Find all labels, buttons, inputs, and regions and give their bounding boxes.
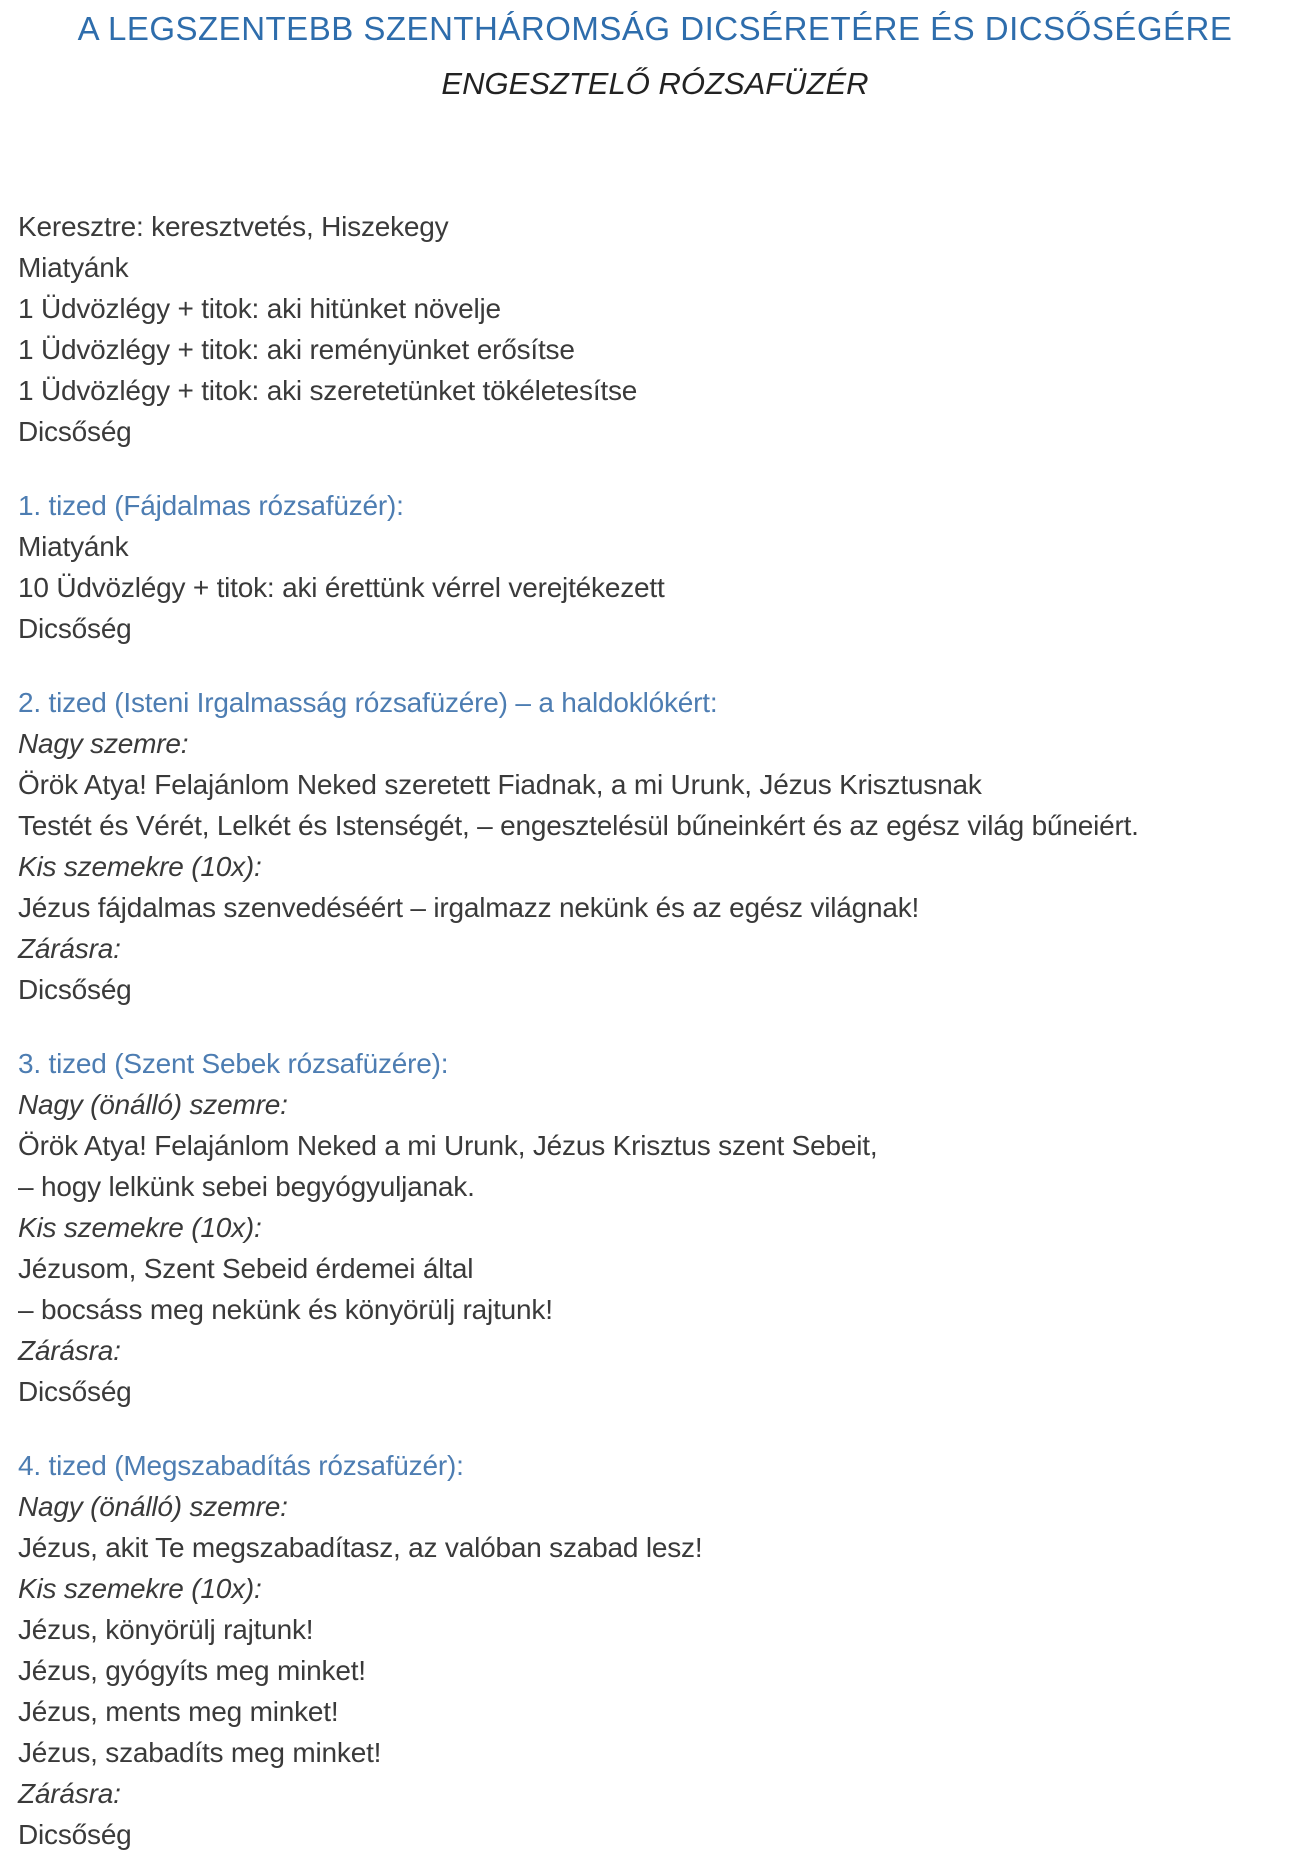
instruction-line: Kis szemekre (10x): — [18, 1573, 262, 1604]
prayer-section-0 — [18, 206, 1290, 452]
prayer-line: 10 Üdvözlégy + titok: aki érettünk vérrel verejtékezett — [18, 572, 665, 603]
prayer-section-3 — [18, 1043, 1290, 1412]
prayer-line: 1 Üdvözlégy + titok: aki hitünket növelje — [18, 293, 501, 324]
prayer-line: Testét és Vérét, Lelkét és Istenségét, – engesztelésül bűneinkért és az egész világ bűneiért. — [18, 810, 1139, 841]
prayer-line: Dicsőség — [18, 974, 132, 1005]
document-subtitle: ENGESZTELŐ RÓZSAFÜZÉR — [441, 66, 869, 101]
prayer-line: Jézus fájdalmas szenvedéséért – irgalmazz nekünk és az egész világnak! — [18, 892, 920, 923]
section-heading: 4. tized (Megszabadítás rózsafüzér): — [18, 1450, 464, 1481]
section-heading: 1. tized (Fájdalmas rózsafüzér): — [18, 490, 404, 521]
prayer-section-1 — [18, 485, 1290, 649]
prayer-line: Jézus, szabadíts meg minket! — [18, 1737, 382, 1768]
instruction-line: Kis szemekre (10x): — [18, 851, 262, 882]
section-heading: 2. tized (Isteni Irgalmasság rózsafüzére) – a haldoklókért: — [18, 687, 718, 718]
prayer-line: Dicsőség — [18, 613, 132, 644]
prayer-line: Örök Atya! Felajánlom Neked szeretett Fiadnak, a mi Urunk, Jézus Krisztusnak — [18, 769, 982, 800]
prayer-line: Miatyánk — [18, 531, 129, 562]
document-body — [18, 206, 1290, 1855]
prayer-line: Miatyánk — [18, 252, 129, 283]
prayer-line: Jézus, könyörülj rajtunk! — [18, 1614, 314, 1645]
prayer-line: Jézus, gyógyíts meg minket! — [18, 1655, 366, 1686]
section-heading: 3. tized (Szent Sebek rózsafüzére): — [18, 1048, 449, 1079]
instruction-line: Zárásra: — [18, 1778, 121, 1809]
prayer-line: – hogy lelkünk sebei begyógyuljanak. — [18, 1171, 475, 1202]
prayer-line: Dicsőség — [18, 1819, 132, 1850]
instruction-line: Zárásra: — [18, 1335, 121, 1366]
prayer-line: Örök Atya! Felajánlom Neked a mi Urunk, Jézus Krisztus szent Sebeit, — [18, 1130, 878, 1161]
prayer-line: Jézus, ments meg minket! — [18, 1696, 339, 1727]
prayer-line: Keresztre: keresztvetés, Hiszekegy — [18, 211, 449, 242]
prayer-section-4 — [18, 1445, 1290, 1855]
prayer-section-2 — [18, 682, 1290, 1010]
prayer-line: Jézusom, Szent Sebeid érdemei által — [18, 1253, 474, 1284]
prayer-line: Dicsőség — [18, 1376, 132, 1407]
prayer-line: 1 Üdvözlégy + titok: aki szeretetünket tökéletesítse — [18, 375, 638, 406]
instruction-line: Nagy (önálló) szemre: — [18, 1089, 288, 1120]
prayer-line: – bocsáss meg nekünk és könyörülj rajtunk! — [18, 1294, 553, 1325]
instruction-line: Nagy szemre: — [18, 728, 189, 759]
instruction-line: Zárásra: — [18, 933, 121, 964]
prayer-line: 1 Üdvözlégy + titok: aki reményünket erősítse — [18, 334, 575, 365]
document-title: A LEGSZENTEBB SZENTHÁROMSÁG DICSÉRETÉRE ÉS DICSŐSÉGÉRE — [77, 10, 1233, 47]
instruction-line: Kis szemekre (10x): — [18, 1212, 262, 1243]
prayer-line: Dicsőség — [18, 416, 132, 447]
instruction-line: Nagy (önálló) szemre: — [18, 1491, 288, 1522]
prayer-line: Jézus, akit Te megszabadítasz, az valóban szabad lesz! — [18, 1532, 703, 1563]
